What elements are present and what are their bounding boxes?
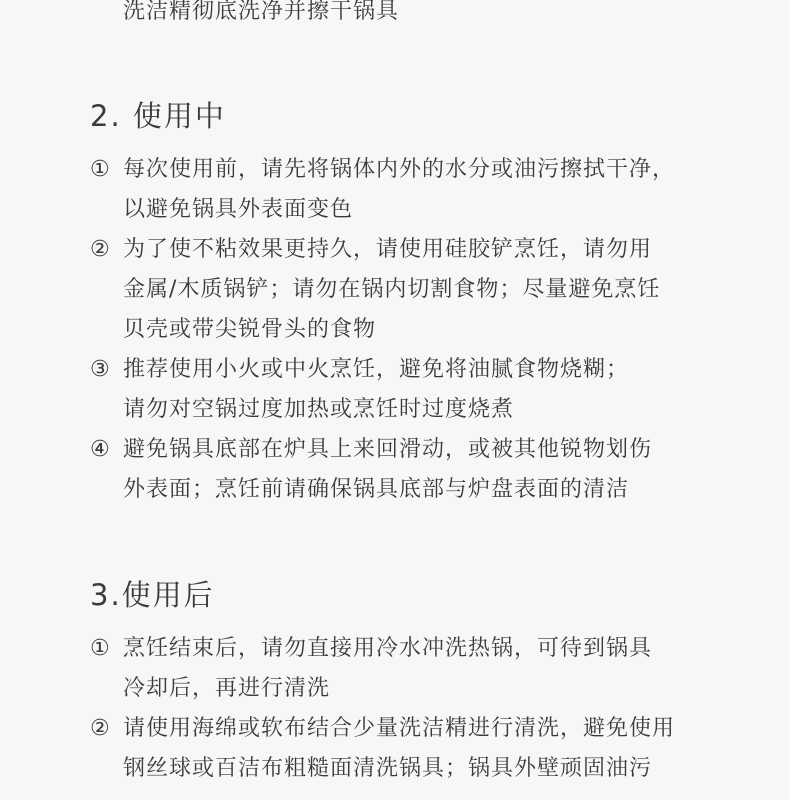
section-2-item-1-line-2: 以避免锅具外表面变色 — [123, 197, 354, 222]
intro-tail-text: 洗洁精彻底洗净并擦干锅具 — [123, 0, 400, 24]
section-2-item-3-line-1: 推荐使用小火或中火烹饪，避免将油腻食物烧糊； — [123, 357, 630, 382]
section-2-item-3-marker: ③ — [90, 357, 110, 382]
section-3-item-1-line-1: 烹饪结束后，请勿直接用冷水冲洗热锅，可待到锅具 — [123, 636, 653, 661]
section-2-heading: 2. 使用中 — [90, 99, 226, 133]
section-2-item-4-line-2: 外表面；烹饪前请确保锅具底部与炉盘表面的清洁 — [123, 477, 630, 502]
section-2-item-1-line-1: 每次使用前，请先将锅体内外的水分或油污擦拭干净， — [123, 157, 676, 182]
section-3-item-1-line-2: 冷却后，再进行清洗 — [123, 676, 331, 701]
section-2-item-1-marker: ① — [90, 157, 110, 182]
section-2-item-2-line-3: 贝壳或带尖锐骨头的食物 — [123, 317, 377, 342]
section-3-item-1-marker: ① — [90, 636, 110, 661]
section-2-item-4-line-1: 避免锅具底部在炉具上来回滑动，或被其他锐物划伤 — [123, 437, 653, 462]
section-3-item-2-line-2: 钢丝球或百洁布粗糙面清洗锅具；锅具外壁顽固油污 — [123, 756, 653, 781]
section-3-item-2-marker: ② — [90, 716, 110, 741]
section-2-item-2-marker: ② — [90, 237, 110, 262]
section-2-item-4-marker: ④ — [90, 437, 110, 462]
section-2-item-3-line-2: 请勿对空锅过度加热或烹饪时过度烧煮 — [123, 397, 515, 422]
section-3-heading: 3.使用后 — [90, 578, 215, 612]
section-2-item-2-line-1: 为了使不粘效果更持久，请使用硅胶铲烹饪，请勿用 — [123, 237, 653, 262]
section-2-item-2-line-2: 金属/木质锅铲；请勿在锅内切割食物；尽量避免烹饪 — [123, 277, 661, 302]
section-3-item-2-line-1: 请使用海绵或软布结合少量洗洁精进行清洗，避免使用 — [123, 716, 676, 741]
